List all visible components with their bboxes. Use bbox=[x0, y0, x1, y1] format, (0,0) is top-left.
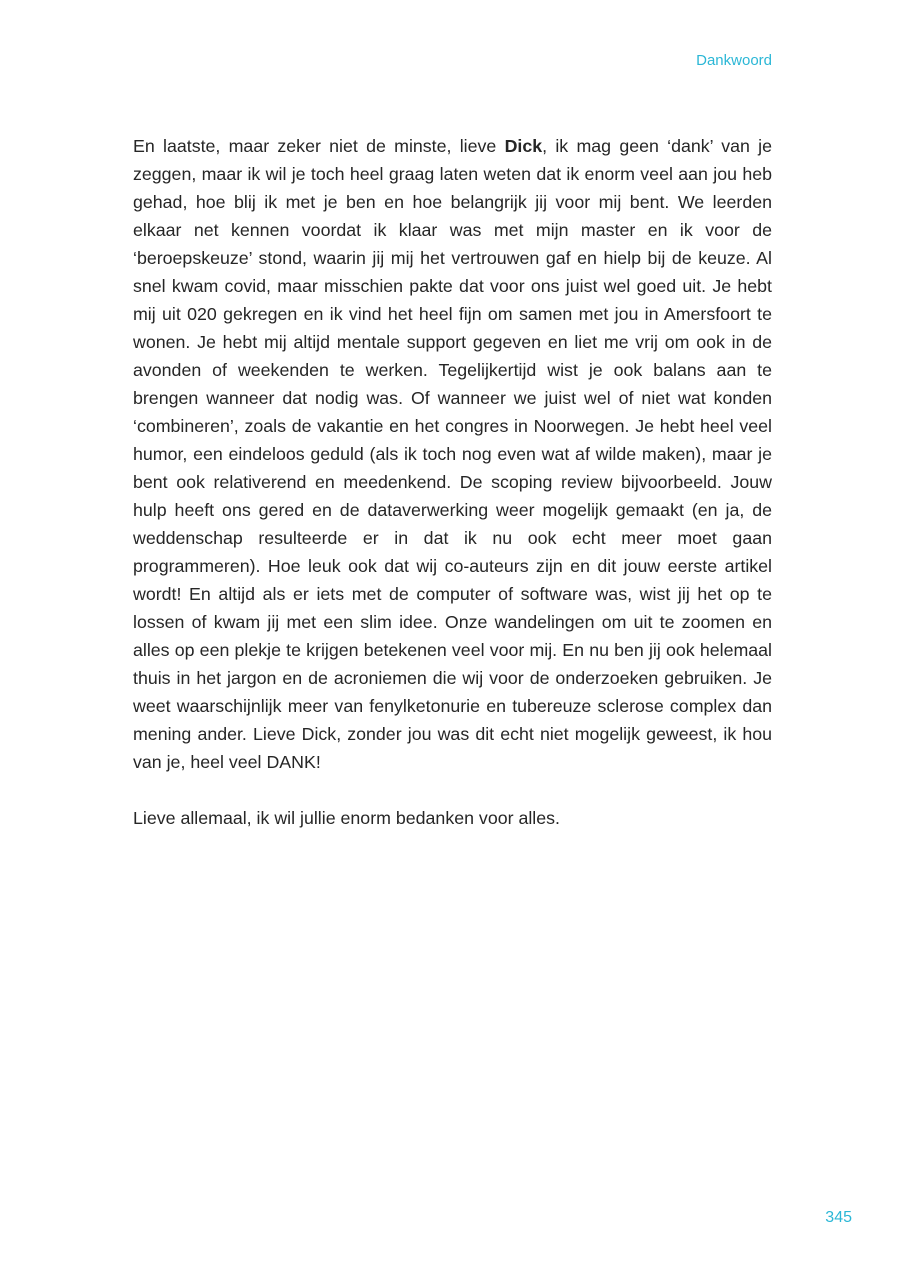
paragraph-dick-body: , ik mag geen ‘dank’ van je zeggen, maar ik wil je toch heel graag laten weten dat ik enorm veel aan jou heb gehad, hoe blij ik met je ben en hoe belangrijk jij voor mij bent. We leerden elkaar net kennen voordat ik klaar was met mijn master en ik voor de ‘beroepskeuze’ stond, waarin jij mij het vertrouwen gaf en hielp bij de keuze. Al snel kwam covid, maar misschien pakte dat voor ons juist wel goed uit. Je hebt mij uit 020 gekregen en ik vind het heel fijn om samen met jou in Amersfoort te wonen. Je hebt mij altijd mentale support gegeven en liet me vrij om ook in de avonden of weekenden te werken. Tegelijkertijd wist je ook balans aan te brengen wanneer dat nodig was. Of wanneer we juist wel of niet wat konden ‘combineren’, zoals de vakantie en het congres in Noorwegen. Je hebt heel veel humor, een eindeloos geduld (als ik toch nog even wat af wilde maken), maar je bent ook relativerend en meedenkend. De scoping review bijvoorbeeld. Jouw hulp heeft ons gered en de dataverwerking weer mogelijk gemaakt (en ja, de weddenschap resulteerde er in dat ik nu ook echt meer moet gaan programmeren). Hoe leuk ook dat wij co-auteurs zijn en dit jouw eerste artikel wordt! En altijd als er iets met de computer of software was, wist jij het op te lossen of kwam jij met een slim idee. Onze wandelingen om uit te zoomen en alles op een plekje te krijgen betekenen veel voor mij. En nu ben jij ook helemaal thuis in het jargon en de acroniemen die wij voor de onderzoeken gebruiken. Je weet waarschijnlijk meer van fenylketonurie en tubereuze sclerose complex dan mening ander. Lieve Dick, zonder jou was dit echt niet mogelijk geweest, ik hou van je, heel veel DANK! bbox=[133, 136, 772, 772]
name-dick: Dick bbox=[504, 136, 543, 156]
paragraph-dick bbox=[133, 132, 772, 776]
body-text bbox=[133, 132, 772, 832]
paragraph-closing: Lieve allemaal, ik wil jullie enorm bedanken voor alles. bbox=[133, 808, 560, 828]
page-number: 345 bbox=[825, 1209, 852, 1226]
running-header: Dankwoord bbox=[696, 52, 772, 69]
paragraph-dick-intro: En laatste, maar zeker niet de minste, lieve bbox=[133, 136, 505, 156]
